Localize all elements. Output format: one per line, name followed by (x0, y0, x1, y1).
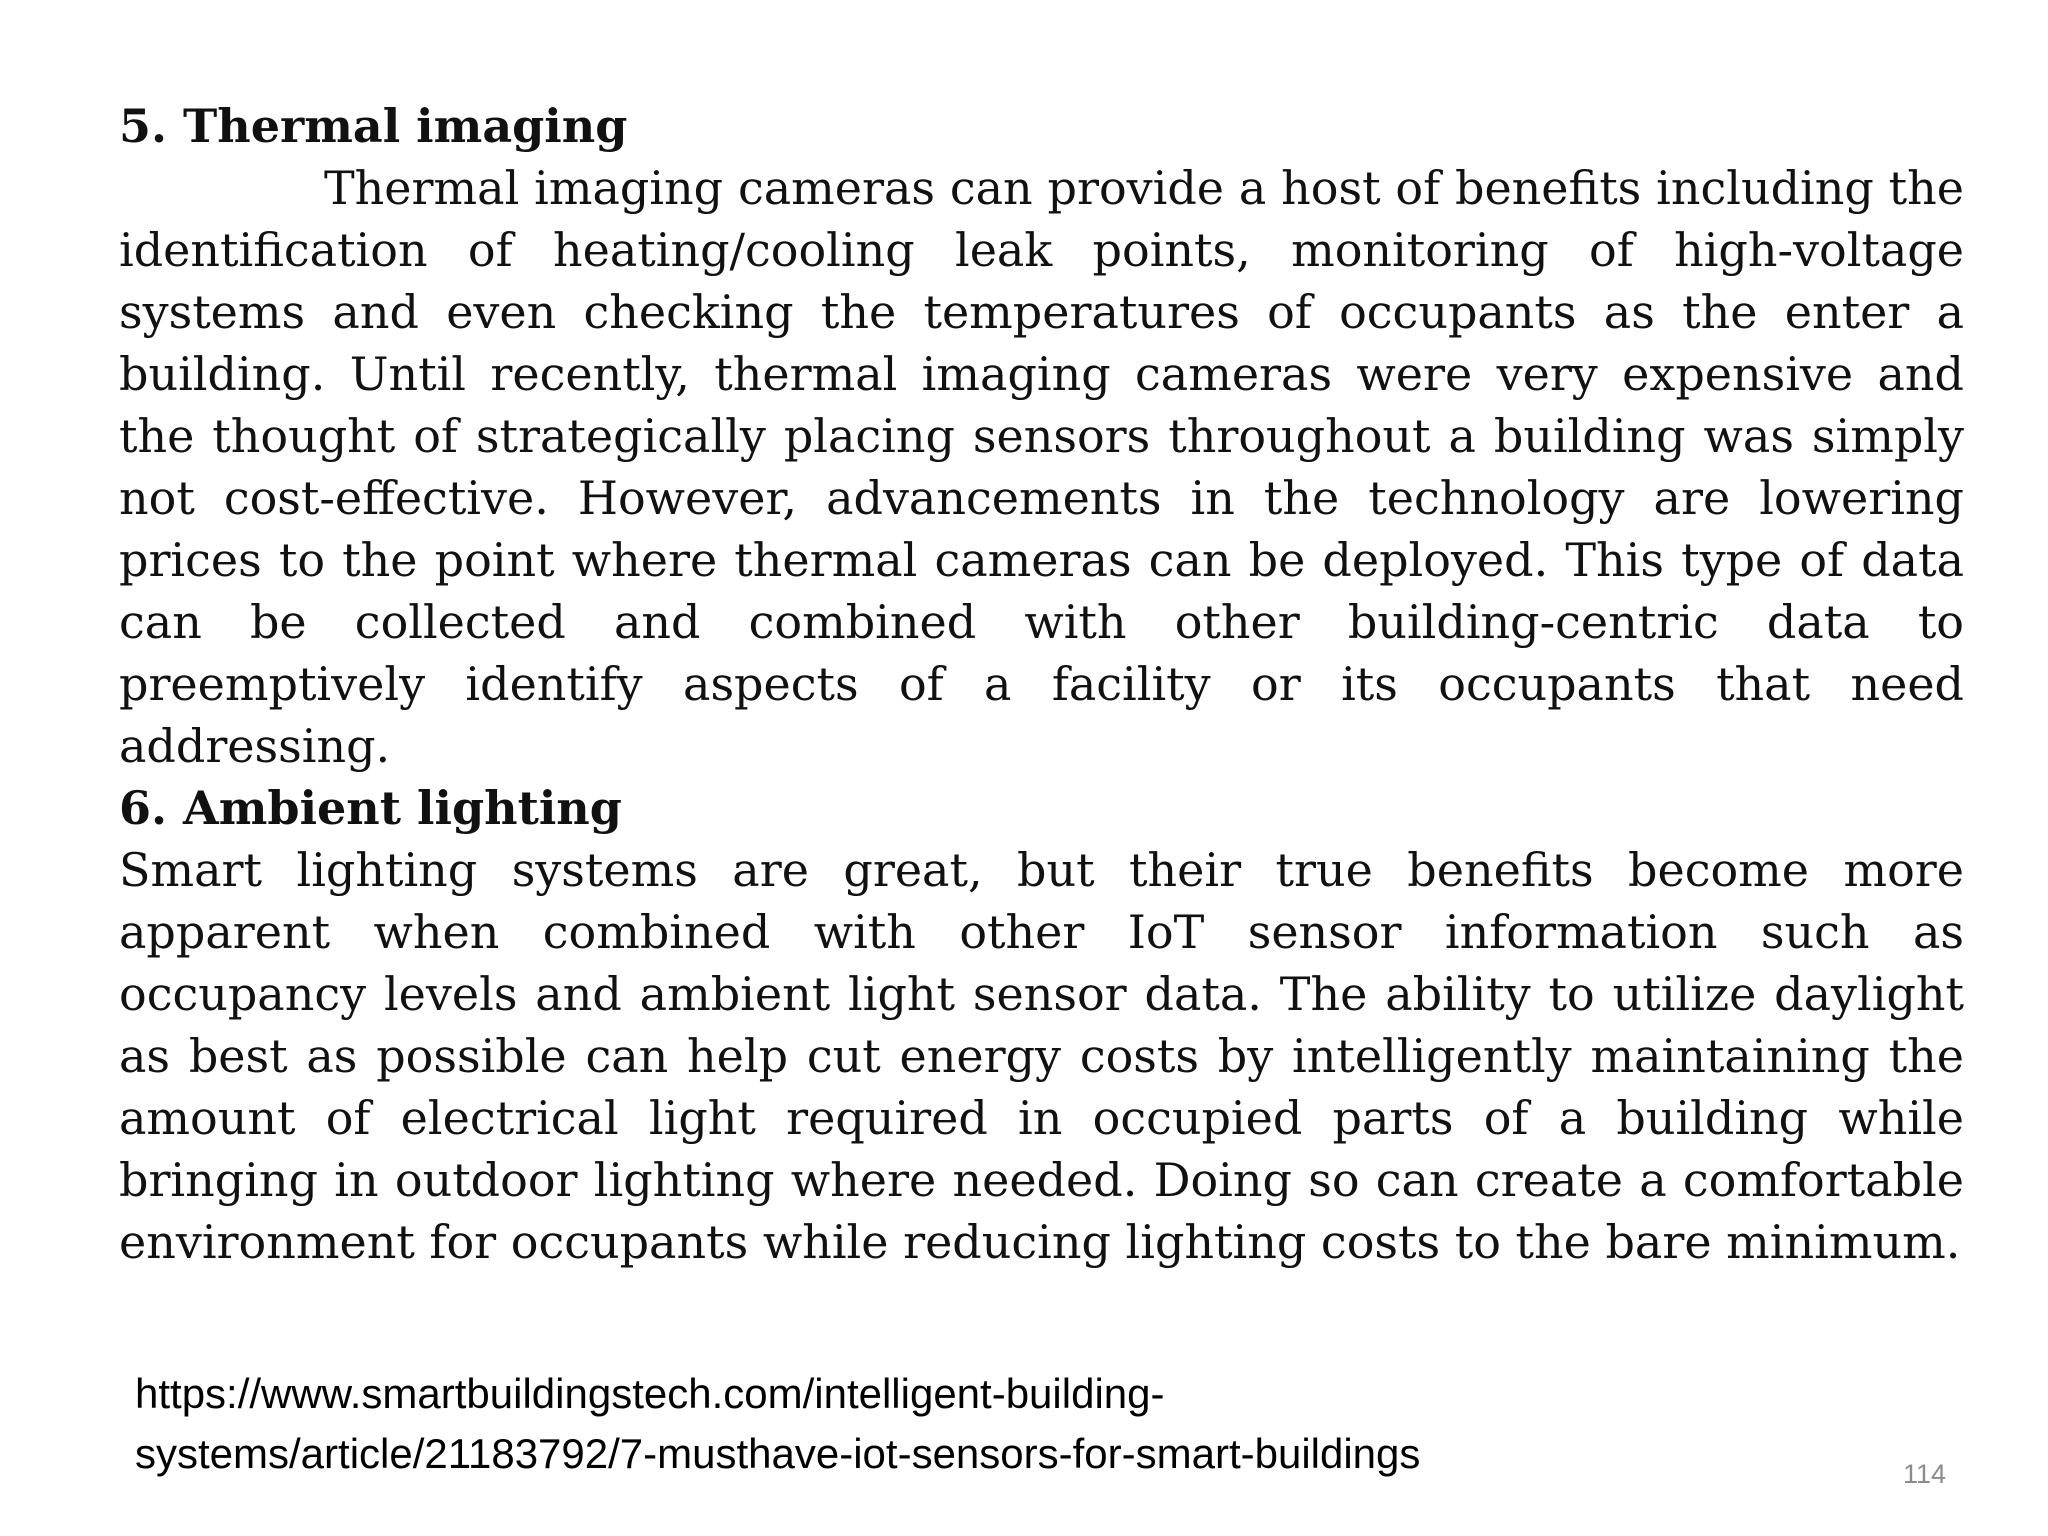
page-number: 114 (1902, 1459, 1946, 1489)
source-url-line-1: https://www.smartbuildingstech.com/intelligent-building- (135, 1370, 1165, 1417)
section-body-thermal-imaging: Thermal imaging cameras can provide a host of benefits including the identification of heating/cooling leak points, monitoring of high-voltage systems and even checking the temperatures of occupants as the enter a building. Until recently, thermal imaging cameras were very expensive and the thought of strategically placing sensors throughout a building was simply not cost-effective. However, advancements in the technology are lowering prices to the point where thermal cameras can be deployed. This type of data can be collected and combined with other building-centric data to preemptively identify aspects of a facility or its occupants that need addressing. (119, 161, 1964, 773)
slide-content (119, 95, 1964, 1273)
section-body-ambient-lighting: Smart lighting systems are great, but their true benefits become more apparent when combined with other IoT sensor information such as occupancy levels and ambient light sensor data. The ability to utilize daylight as best as possible can help cut energy costs by intelligently maintaining the amount of electrical light required in occupied parts of a building while bringing in outdoor lighting where needed. Doing so can create a comfortable environment for occupants while reducing lighting costs to the bare minimum. (119, 843, 1964, 1269)
source-url (135, 1364, 1835, 1484)
section-heading-thermal-imaging: 5. Thermal imaging (119, 99, 628, 153)
source-url-line-2: systems/article/21183792/7-musthave-iot-sensors-for-smart-buildings (135, 1430, 1421, 1477)
section-heading-ambient-lighting: 6. Ambient lighting (119, 781, 622, 835)
